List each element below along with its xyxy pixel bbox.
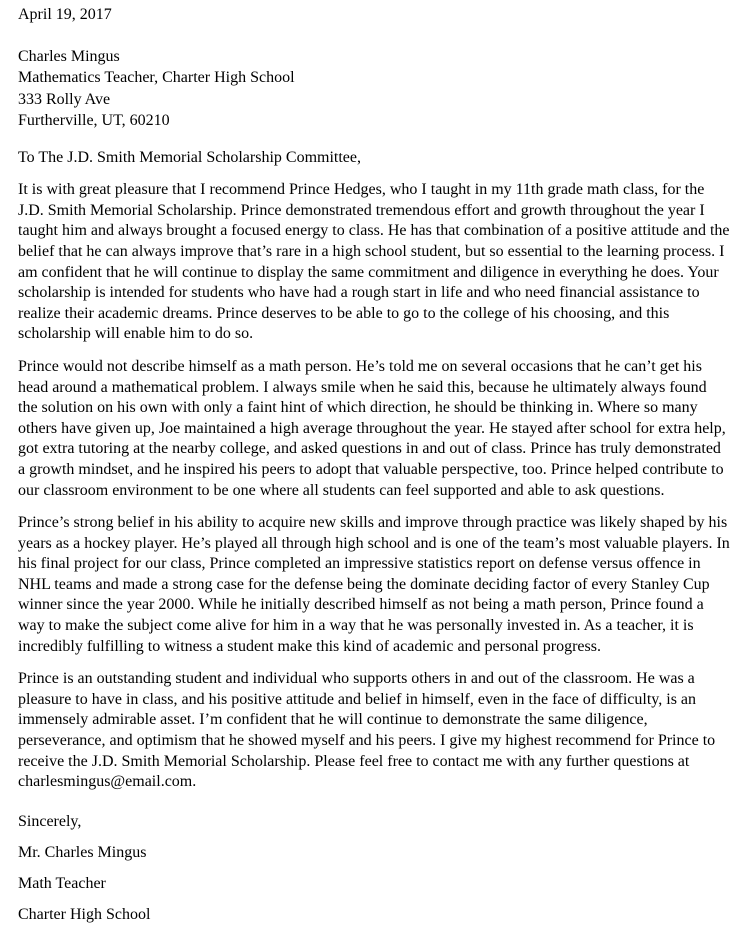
sender-city: Furtherville, UT, 60210	[18, 112, 170, 130]
body-paragraph: It is with great pleasure that I recommend Prince Hedges, who I taught in my 11th grade math class, for the J.D. Smith Memorial Scholarship. Prince demonstrated tremendous effort and growth throughout the year I taught him and always brought a focused energy to class. He has that combination of a positive attitude and the belief that he can always improve that’s rare in a high school student, but so essential to the learning process. I am confident that he will continue to display the same commitment and diligence in everything he does. Your scholarship is intended for students who have had a rough start in life and who need financial assistance to realize their academic dreams. Prince deserves to be able to go to the college of his choosing, and this scholarship will enable him to do so.	[18, 181, 730, 343]
body-paragraph: Prince would not describe himself as a math person. He’s told me on several occasions that he can’t get his head around a mathematical problem. I always smile when he said this, because he ultimately always found the solution on his own with only a faint hint of which direction, he should be thinking in. Where so many others have given up, Joe maintained a high average throughout the year. He stayed after school for extra help, got extra tutoring at the nearby college, and asked questions in and out of class. Prince has truly demonstrated a growth mindset, and he inspired his peers to adopt that valuable perspective, too. Prince helped contribute to our classroom environment to be one where all students can feel supported and able to ask questions.	[18, 357, 726, 499]
signer-school: Charter High School	[18, 905, 151, 923]
valediction: Sincerely,	[18, 812, 82, 830]
sender-title: Mathematics Teacher, Charter High School	[18, 69, 295, 87]
letter-salutation: To The J.D. Smith Memorial Scholarship Committee,	[18, 148, 361, 166]
sender-address-block	[18, 46, 730, 132]
signer-name: Mr. Charles Mingus	[18, 843, 147, 861]
recommendation-letter	[18, 5, 730, 935]
letter-date: April 19, 2017	[18, 6, 112, 23]
signer-title: Math Teacher	[18, 874, 106, 892]
sender-name: Charles Mingus	[18, 47, 120, 65]
body-paragraph: Prince’s strong belief in his ability to acquire new skills and improve through practice was likely shaped by his years as a hockey player. He’s played all through high school and is one of the team’s most valuable players. In his final project for our class, Prince completed an impressive statistics report on defense versus offence in NHL teams and made a strong case for the defense being the dominate deciding factor of every Stanley Cup winner since the year 2000. While he initially described himself as not being a math person, Prince found a way to make the subject come alive for him in a way that he was personally invested in. As a teacher, it is incredibly fulfilling to witness a student make this kind of academic and personal progress.	[18, 514, 730, 655]
sender-street: 333 Rolly Ave	[18, 90, 111, 108]
letter-body	[18, 180, 730, 793]
body-paragraph: Prince is an outstanding student and individual who supports others in and out of the classroom. He was a pleasure to have in class, and his positive attitude and belief in himself, even in the face of difficulty, is an immensely admirable asset. I’m confident that he will continue to demonstrate the same diligence, perseverance, and optimism that he showed myself and his peers. I give my highest recommend for Prince to receive the J.D. Smith Memorial Scholarship. Please feel free to contact me with any further questions at charlesmingus@email.com.	[18, 670, 716, 791]
letter-closing	[18, 811, 730, 925]
